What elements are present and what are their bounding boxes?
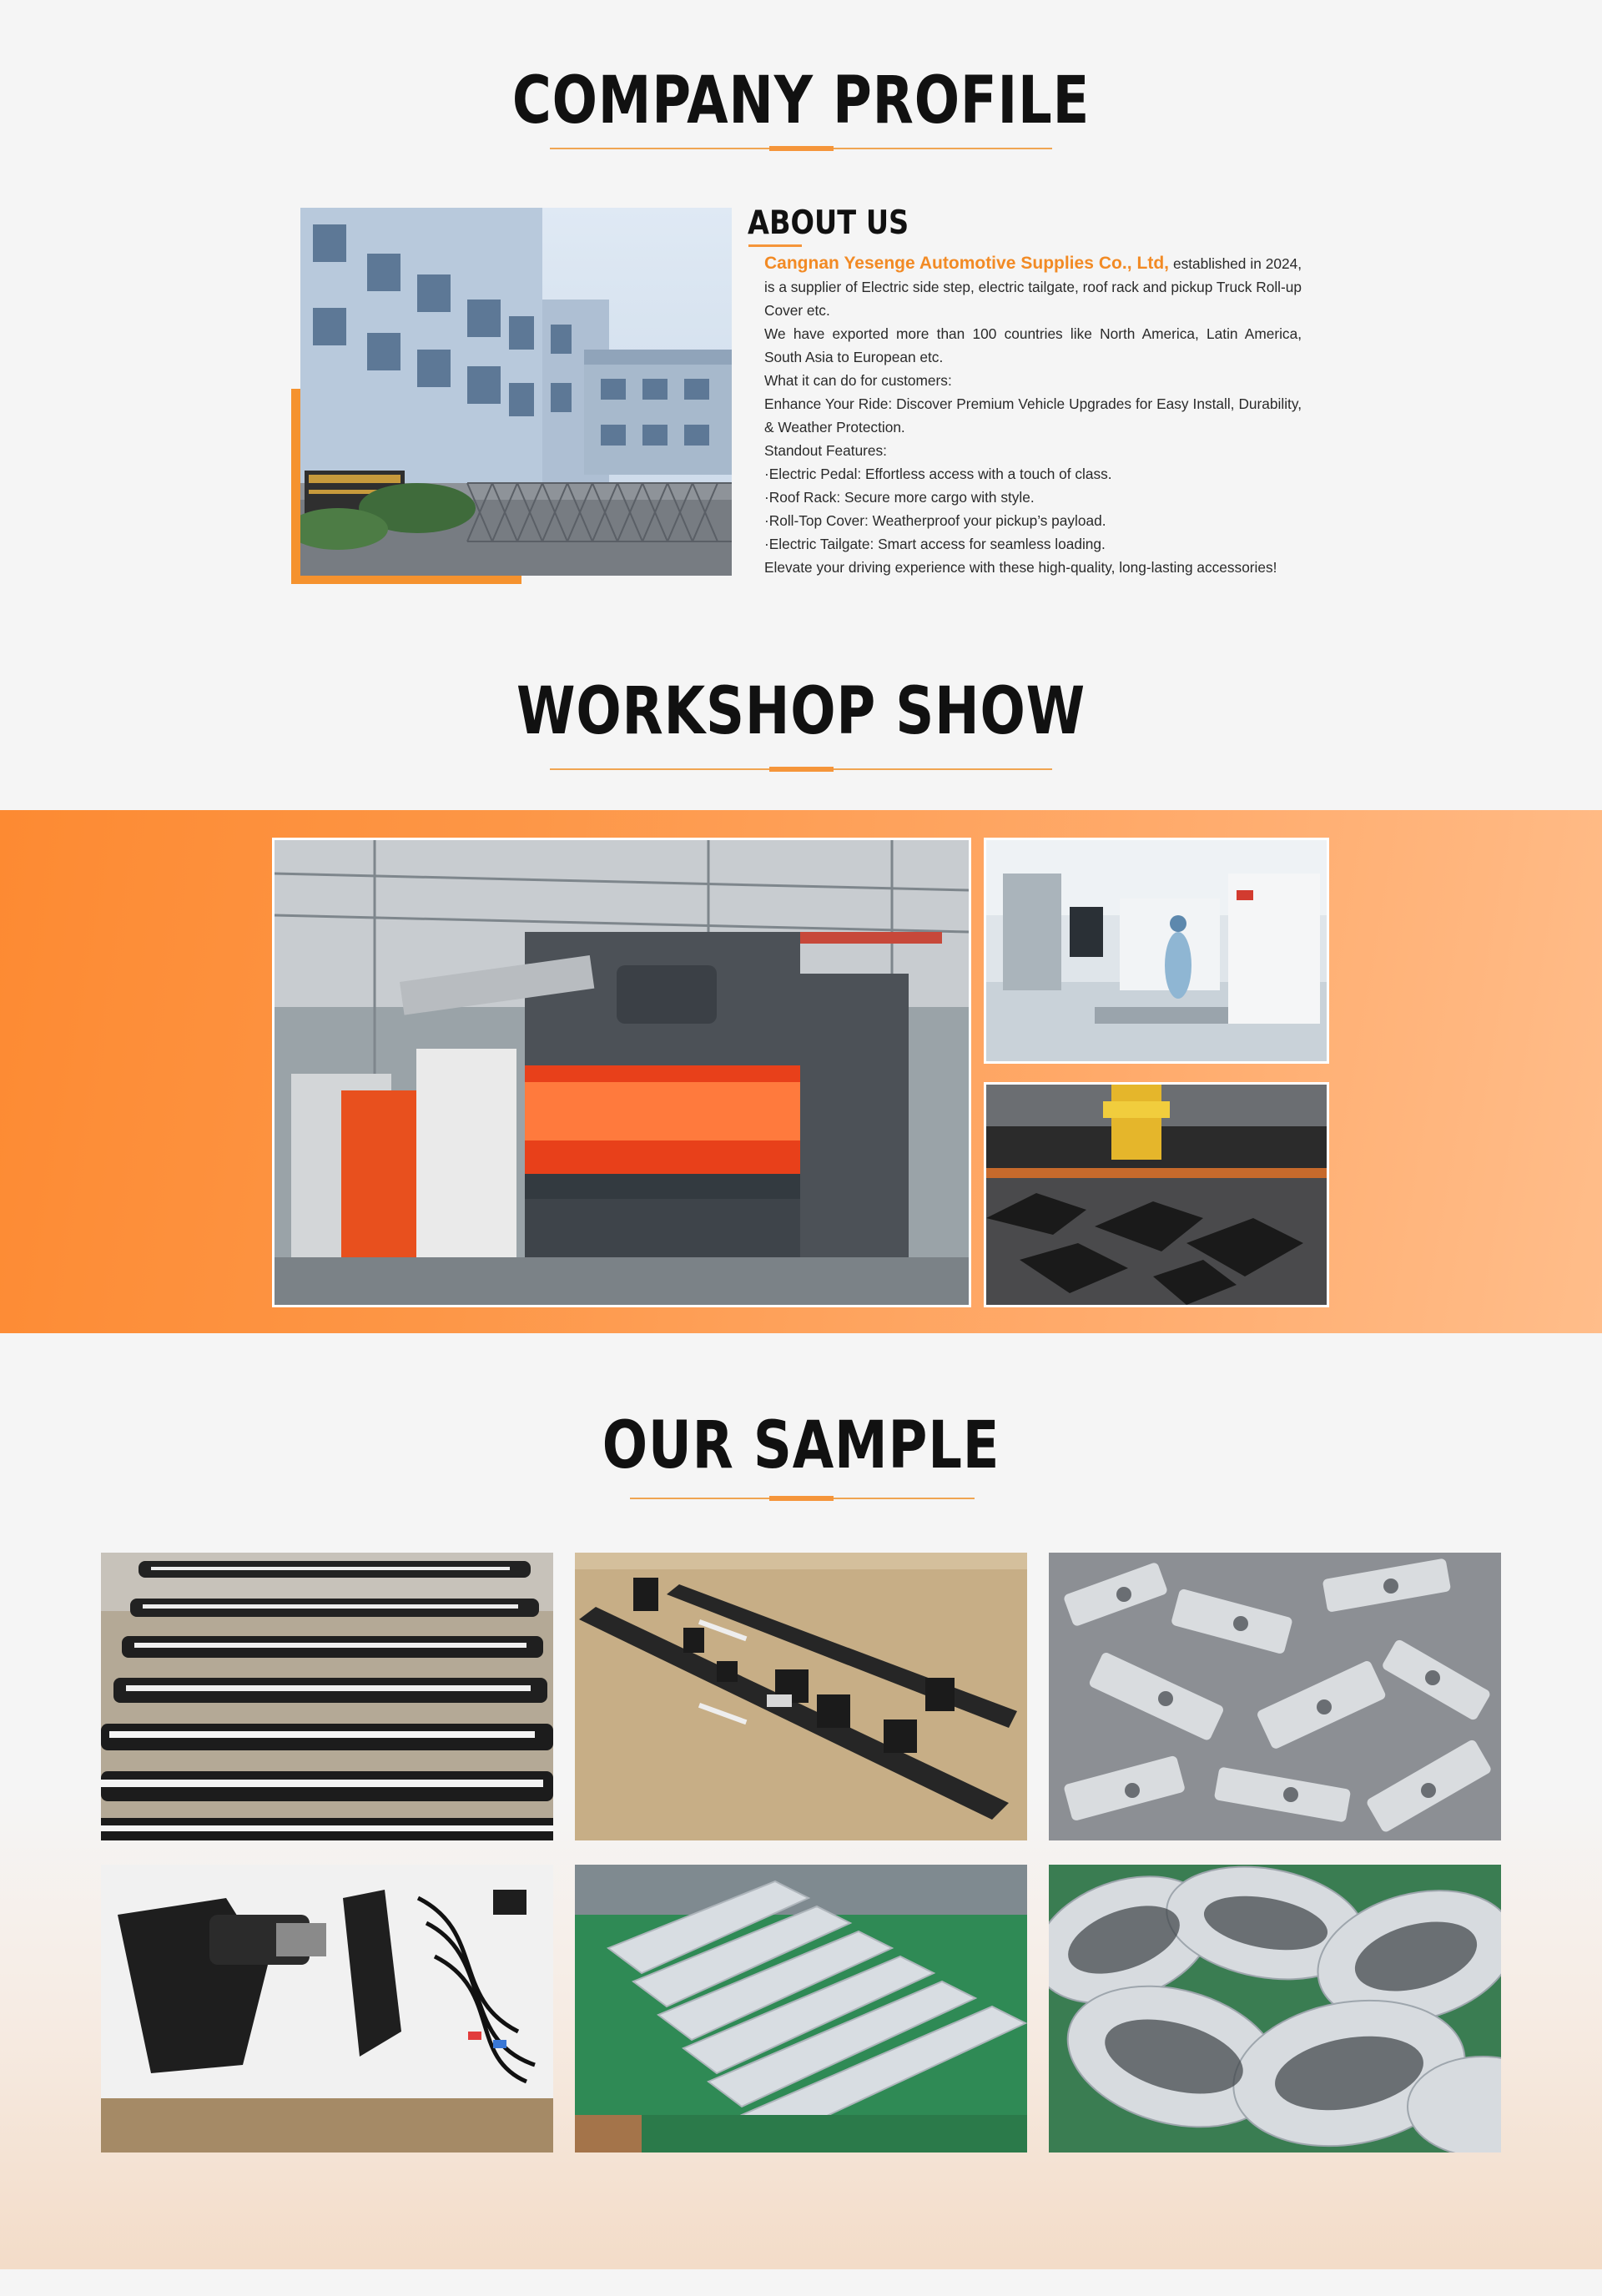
workshop-press-brake-photo [272,838,971,1307]
sample-wrapped-steps-pile [1049,1865,1501,2152]
title-divider-accent [769,767,834,772]
export-paragraph: We have exported more than 100 countries like North America, Latin America, South Asia to European etc. [764,325,1302,365]
about-us-underline [748,244,802,247]
sample-motor-wiring-kit [101,1865,553,2152]
customers-heading: What it can do for customers: [764,372,952,389]
feature-item: ·Electric Pedal: Effortless access with a touch of class. [764,466,1112,482]
company-name: Cangnan Yesenge Automotive Supplies Co., Ltd, [764,254,1170,273]
about-us-heading: ABOUT US [748,204,909,242]
feature-item: ·Roll-Top Cover: Weatherproof your pickup’s payload. [764,512,1106,529]
workshop-show-title: WORKSHOP SHOW [516,674,1086,749]
features-heading: Standout Features: [764,442,887,459]
sample-aluminum-brackets [1049,1553,1501,1840]
workshop-laser-cutting-photo [984,1082,1329,1307]
company-profile-title: COMPANY PROFILE [511,63,1091,138]
about-us-text [748,252,1302,579]
feature-item: ·Roof Rack: Secure more cargo with style. [764,489,1035,506]
title-divider-accent [769,1496,834,1501]
company-intro: established in 2024, is a supplier of Electric side step, electric tailgate, roof rack and pickup Truck Roll-up Cover etc. [764,255,1302,319]
footer-strip [0,2269,1602,2296]
title-divider-accent [769,146,834,151]
sample-wrapped-boards-pile [575,1865,1027,2152]
closing-paragraph: Elevate your driving experience with these high-quality, long-lasting accessories! [764,559,1277,576]
feature-item: ·Electric Tailgate: Smart access for seamless loading. [764,536,1106,552]
company-building-photo [300,208,732,576]
enhance-paragraph: Enhance Your Ride: Discover Premium Vehicle Upgrades for Easy Install, Durability, & Weather Protection. [764,395,1302,436]
sample-running-boards-stack [101,1553,553,1840]
sample-running-board-kit [575,1553,1027,1840]
our-sample-title: OUR SAMPLE [602,1408,1000,1483]
workshop-cleanroom-photo [984,838,1329,1064]
